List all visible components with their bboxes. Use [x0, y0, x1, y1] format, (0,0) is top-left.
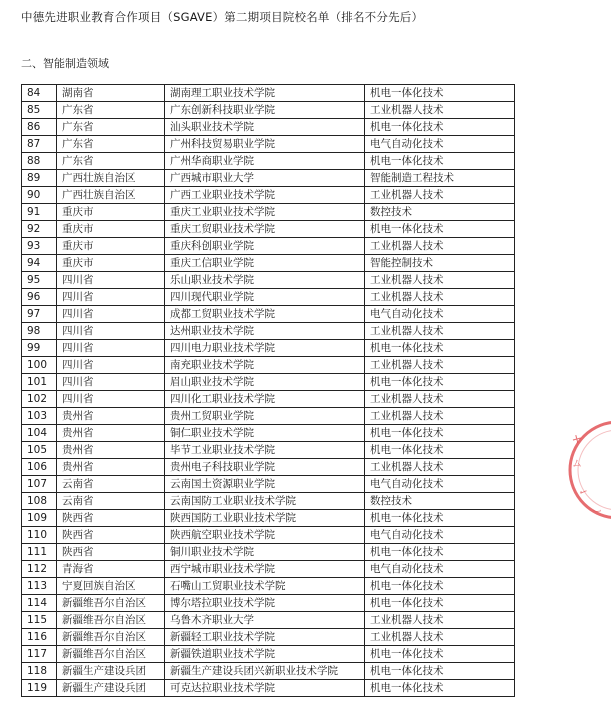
- row-number-cell: 99: [22, 340, 57, 357]
- province-cell: 新疆生产建设兵团: [57, 680, 165, 697]
- school-cell: 贵州电子科技职业学院: [165, 459, 365, 476]
- svg-text:ノ: ノ: [589, 504, 603, 519]
- svg-text:✕: ✕: [569, 432, 586, 447]
- row-number-cell: 112: [22, 561, 57, 578]
- table-row: [22, 221, 515, 238]
- table-row: [22, 255, 515, 272]
- table-row: [22, 272, 515, 289]
- school-cell: 毕节工业职业技术学院: [165, 442, 365, 459]
- row-number-cell: 118: [22, 663, 57, 680]
- table-row: [22, 340, 515, 357]
- row-number-cell: 102: [22, 391, 57, 408]
- province-cell: 四川省: [57, 306, 165, 323]
- major-cell: 机电一体化技术: [365, 646, 515, 663]
- province-cell: 广东省: [57, 153, 165, 170]
- table-row: [22, 680, 515, 697]
- school-cell: 云南国防工业职业技术学院: [165, 493, 365, 510]
- row-number-cell: 109: [22, 510, 57, 527]
- school-cell: 乌鲁木齐职业大学: [165, 612, 365, 629]
- row-number-cell: 90: [22, 187, 57, 204]
- svg-text:✓: ✓: [576, 486, 590, 500]
- table-row: [22, 425, 515, 442]
- major-cell: 电气自动化技术: [365, 561, 515, 578]
- table-row: [22, 102, 515, 119]
- row-number-cell: 111: [22, 544, 57, 561]
- table-row: [22, 510, 515, 527]
- row-number-cell: 93: [22, 238, 57, 255]
- province-cell: 陕西省: [57, 510, 165, 527]
- major-cell: 机电一体化技术: [365, 221, 515, 238]
- school-cell: 四川电力职业技术学院: [165, 340, 365, 357]
- table-row: [22, 357, 515, 374]
- major-cell: 智能控制技术: [365, 255, 515, 272]
- svg-text:ム: ム: [572, 459, 582, 470]
- table-row: [22, 544, 515, 561]
- school-cell: 重庆科创职业学院: [165, 238, 365, 255]
- row-number-cell: 96: [22, 289, 57, 306]
- province-cell: 广西壮族自治区: [57, 170, 165, 187]
- major-cell: 机电一体化技术: [365, 153, 515, 170]
- school-cell: 陕西国防工业职业技术学院: [165, 510, 365, 527]
- major-cell: 电气自动化技术: [365, 527, 515, 544]
- major-cell: 机电一体化技术: [365, 374, 515, 391]
- row-number-cell: 110: [22, 527, 57, 544]
- province-cell: 重庆市: [57, 255, 165, 272]
- school-cell: 西宁城市职业技术学院: [165, 561, 365, 578]
- school-cell: 乐山职业技术学院: [165, 272, 365, 289]
- major-cell: 工业机器人技术: [365, 629, 515, 646]
- province-cell: 四川省: [57, 391, 165, 408]
- row-number-cell: 87: [22, 136, 57, 153]
- major-cell: 工业机器人技术: [365, 612, 515, 629]
- row-number-cell: 89: [22, 170, 57, 187]
- major-cell: 工业机器人技术: [365, 102, 515, 119]
- major-cell: 机电一体化技术: [365, 544, 515, 561]
- table-row: [22, 578, 515, 595]
- province-cell: 陕西省: [57, 544, 165, 561]
- school-cell: 新疆生产建设兵团兴新职业技术学院: [165, 663, 365, 680]
- table-row: [22, 289, 515, 306]
- major-cell: 机电一体化技术: [365, 425, 515, 442]
- table-row: [22, 493, 515, 510]
- major-cell: 工业机器人技术: [365, 391, 515, 408]
- major-cell: 工业机器人技术: [365, 459, 515, 476]
- major-cell: 机电一体化技术: [365, 680, 515, 697]
- province-cell: 贵州省: [57, 459, 165, 476]
- table-row: [22, 85, 515, 102]
- school-cell: 新疆轻工职业技术学院: [165, 629, 365, 646]
- province-cell: 新疆维吾尔自治区: [57, 595, 165, 612]
- school-cell: 达州职业技术学院: [165, 323, 365, 340]
- major-cell: 机电一体化技术: [365, 442, 515, 459]
- province-cell: 陕西省: [57, 527, 165, 544]
- table-row: [22, 595, 515, 612]
- row-number-cell: 97: [22, 306, 57, 323]
- major-cell: 工业机器人技术: [365, 187, 515, 204]
- row-number-cell: 91: [22, 204, 57, 221]
- row-number-cell: 84: [22, 85, 57, 102]
- major-cell: 电气自动化技术: [365, 306, 515, 323]
- row-number-cell: 107: [22, 476, 57, 493]
- row-number-cell: 104: [22, 425, 57, 442]
- school-cell: 广州华商职业学院: [165, 153, 365, 170]
- province-cell: 广东省: [57, 119, 165, 136]
- province-cell: 四川省: [57, 289, 165, 306]
- row-number-cell: 94: [22, 255, 57, 272]
- table-row: [22, 170, 515, 187]
- school-cell: 眉山职业技术学院: [165, 374, 365, 391]
- province-cell: 四川省: [57, 323, 165, 340]
- school-roster-table: [21, 84, 515, 697]
- province-cell: 广东省: [57, 136, 165, 153]
- school-cell: 重庆工贸职业技术学院: [165, 221, 365, 238]
- official-seal-icon: [556, 405, 611, 535]
- row-number-cell: 92: [22, 221, 57, 238]
- province-cell: 宁夏回族自治区: [57, 578, 165, 595]
- major-cell: 机电一体化技术: [365, 578, 515, 595]
- major-cell: 机电一体化技术: [365, 510, 515, 527]
- province-cell: 云南省: [57, 476, 165, 493]
- province-cell: 四川省: [57, 272, 165, 289]
- table-row: [22, 476, 515, 493]
- major-cell: 机电一体化技术: [365, 119, 515, 136]
- school-cell: 重庆工业职业技术学院: [165, 204, 365, 221]
- table-row: [22, 663, 515, 680]
- school-cell: 四川化工职业技术学院: [165, 391, 365, 408]
- province-cell: 新疆维吾尔自治区: [57, 629, 165, 646]
- major-cell: 机电一体化技术: [365, 340, 515, 357]
- major-cell: 工业机器人技术: [365, 289, 515, 306]
- row-number-cell: 85: [22, 102, 57, 119]
- school-cell: 新疆铁道职业技术学院: [165, 646, 365, 663]
- province-cell: 重庆市: [57, 221, 165, 238]
- document-title: 中德先进职业教育合作项目（SGAVE）第二期项目院校名单（排名不分先后）: [21, 10, 424, 24]
- table-row: [22, 629, 515, 646]
- table-row: [22, 153, 515, 170]
- row-number-cell: 98: [22, 323, 57, 340]
- table-row: [22, 561, 515, 578]
- province-cell: 贵州省: [57, 442, 165, 459]
- row-number-cell: 108: [22, 493, 57, 510]
- province-cell: 云南省: [57, 493, 165, 510]
- province-cell: 新疆维吾尔自治区: [57, 612, 165, 629]
- section-heading: 二、智能制造领域: [21, 57, 109, 70]
- province-cell: 青海省: [57, 561, 165, 578]
- major-cell: 工业机器人技术: [365, 357, 515, 374]
- roster-body: [22, 85, 515, 697]
- school-cell: 广州科技贸易职业学院: [165, 136, 365, 153]
- row-number-cell: 105: [22, 442, 57, 459]
- province-cell: 贵州省: [57, 408, 165, 425]
- table-row: [22, 442, 515, 459]
- row-number-cell: 101: [22, 374, 57, 391]
- table-row: [22, 459, 515, 476]
- province-cell: 贵州省: [57, 425, 165, 442]
- major-cell: 电气自动化技术: [365, 136, 515, 153]
- major-cell: 工业机器人技术: [365, 323, 515, 340]
- province-cell: 重庆市: [57, 238, 165, 255]
- row-number-cell: 116: [22, 629, 57, 646]
- major-cell: 智能制造工程技术: [365, 170, 515, 187]
- table-row: [22, 187, 515, 204]
- row-number-cell: 103: [22, 408, 57, 425]
- school-cell: 铜川职业技术学院: [165, 544, 365, 561]
- major-cell: 工业机器人技术: [365, 272, 515, 289]
- school-cell: 贵州工贸职业学院: [165, 408, 365, 425]
- school-cell: 汕头职业技术学院: [165, 119, 365, 136]
- school-cell: 广西工业职业技术学院: [165, 187, 365, 204]
- school-cell: 铜仁职业技术学院: [165, 425, 365, 442]
- school-cell: 成都工贸职业技术学院: [165, 306, 365, 323]
- province-cell: 广东省: [57, 102, 165, 119]
- row-number-cell: 106: [22, 459, 57, 476]
- province-cell: 四川省: [57, 357, 165, 374]
- row-number-cell: 114: [22, 595, 57, 612]
- school-cell: 广东创新科技职业学院: [165, 102, 365, 119]
- school-cell: 可克达拉职业技术学院: [165, 680, 365, 697]
- school-cell: 重庆工信职业学院: [165, 255, 365, 272]
- major-cell: 电气自动化技术: [365, 476, 515, 493]
- major-cell: 机电一体化技术: [365, 85, 515, 102]
- major-cell: 工业机器人技术: [365, 238, 515, 255]
- province-cell: 新疆生产建设兵团: [57, 663, 165, 680]
- school-cell: 博尔塔拉职业技术学院: [165, 595, 365, 612]
- table-row: [22, 204, 515, 221]
- table-row: [22, 612, 515, 629]
- row-number-cell: 117: [22, 646, 57, 663]
- row-number-cell: 113: [22, 578, 57, 595]
- row-number-cell: 119: [22, 680, 57, 697]
- school-cell: 南充职业技术学院: [165, 357, 365, 374]
- province-cell: 广西壮族自治区: [57, 187, 165, 204]
- table-row: [22, 238, 515, 255]
- major-cell: 数控技术: [365, 204, 515, 221]
- row-number-cell: 100: [22, 357, 57, 374]
- table-row: [22, 408, 515, 425]
- table-row: [22, 323, 515, 340]
- row-number-cell: 115: [22, 612, 57, 629]
- school-cell: 陕西航空职业技术学院: [165, 527, 365, 544]
- school-cell: 云南国土资源职业学院: [165, 476, 365, 493]
- table-row: [22, 646, 515, 663]
- row-number-cell: 95: [22, 272, 57, 289]
- school-cell: 湖南理工职业技术学院: [165, 85, 365, 102]
- row-number-cell: 86: [22, 119, 57, 136]
- major-cell: 机电一体化技术: [365, 595, 515, 612]
- province-cell: 四川省: [57, 374, 165, 391]
- major-cell: 数控技术: [365, 493, 515, 510]
- row-number-cell: 88: [22, 153, 57, 170]
- major-cell: 机电一体化技术: [365, 663, 515, 680]
- province-cell: 新疆维吾尔自治区: [57, 646, 165, 663]
- school-cell: 石嘴山工贸职业技术学院: [165, 578, 365, 595]
- school-cell: 广西城市职业大学: [165, 170, 365, 187]
- table-row: [22, 374, 515, 391]
- table-row: [22, 391, 515, 408]
- table-row: [22, 306, 515, 323]
- school-cell: 四川现代职业学院: [165, 289, 365, 306]
- table-row: [22, 136, 515, 153]
- province-cell: 湖南省: [57, 85, 165, 102]
- province-cell: 重庆市: [57, 204, 165, 221]
- table-row: [22, 119, 515, 136]
- province-cell: 四川省: [57, 340, 165, 357]
- table-row: [22, 527, 515, 544]
- major-cell: 工业机器人技术: [365, 408, 515, 425]
